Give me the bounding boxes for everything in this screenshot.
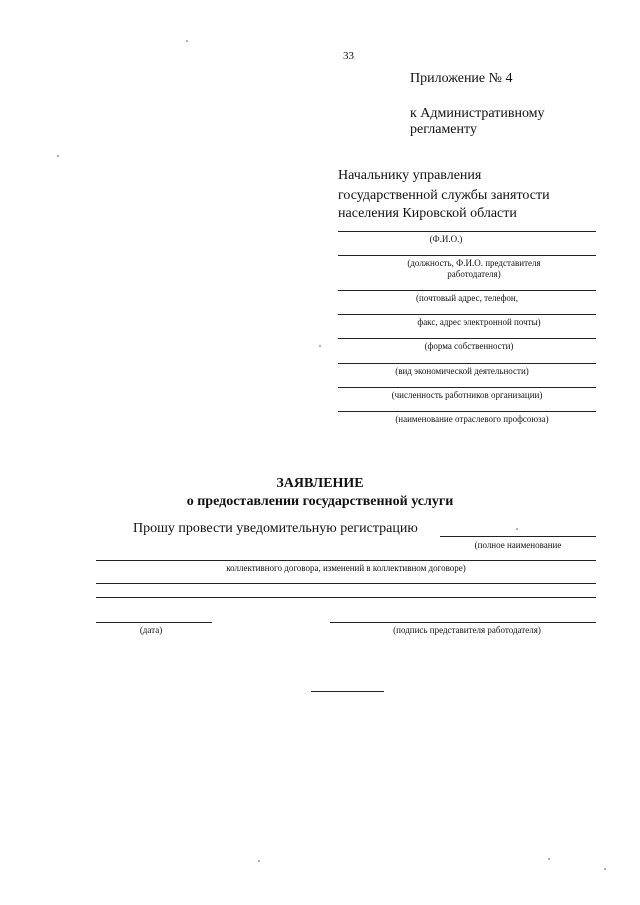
union-line[interactable] [338,411,596,412]
statement-title: ЗАЯВЛЕНИЕ [276,476,364,491]
request-text: Прошу провести уведомительную регистрацию [133,521,418,536]
scan-speck [186,40,188,42]
addressee-line-2: государственной службы занятости [338,188,550,203]
scan-speck [604,868,606,870]
ownership-caption: (форма собственности) [424,341,514,351]
position-caption-1: (должность, Ф.И.О. представителя [407,258,541,268]
postal-line[interactable] [338,290,596,291]
agreement-name-line-3[interactable] [96,583,596,584]
agreement-name-line[interactable] [440,536,596,537]
request-hint-2: коллективного договора, изменений в коллективном договоре) [226,563,466,573]
union-caption: (наименование отраслевого профсоюза) [395,414,549,424]
fio-line[interactable] [338,231,596,232]
addressee-line-1: Начальнику управления [338,168,482,183]
signature-caption: (подпись представителя работодателя) [393,625,541,635]
appendix-title: Приложение № 4 [410,71,513,86]
date-line[interactable] [96,622,212,623]
signature-line[interactable] [330,622,596,623]
fax-email-caption: факс, адрес электронной почты) [417,317,541,327]
addressee-line-3: населения Кировской области [338,206,517,221]
request-hint-1: (полное наименование [474,540,562,550]
fax-email-line[interactable] [338,314,596,315]
date-caption: (дата) [139,625,163,635]
position-caption-2: работодателя) [447,269,501,279]
statement-subtitle: о предоставлении государственной услуги [186,494,454,509]
agreement-name-line-2[interactable] [96,560,596,561]
scan-speck [548,858,550,860]
fio-caption: (Ф.И.О.) [429,234,463,244]
appendix-line-1: к Административному [410,106,545,121]
activity-line[interactable] [338,363,596,364]
agreement-name-line-4[interactable] [96,597,596,598]
scan-speck [258,860,260,862]
scan-speck [516,528,518,530]
postal-caption: (почтовый адрес, телефон, [416,293,518,303]
page-number: 33 [343,50,354,62]
ownership-line[interactable] [338,338,596,339]
employees-caption: (численность работников организации) [391,390,543,400]
end-rule [311,691,384,692]
scan-speck [57,155,59,157]
position-line[interactable] [338,255,596,256]
employees-line[interactable] [338,387,596,388]
scan-speck [319,345,321,347]
appendix-line-2: регламенту [410,122,477,137]
activity-caption: (вид экономической деятельности) [395,366,529,376]
